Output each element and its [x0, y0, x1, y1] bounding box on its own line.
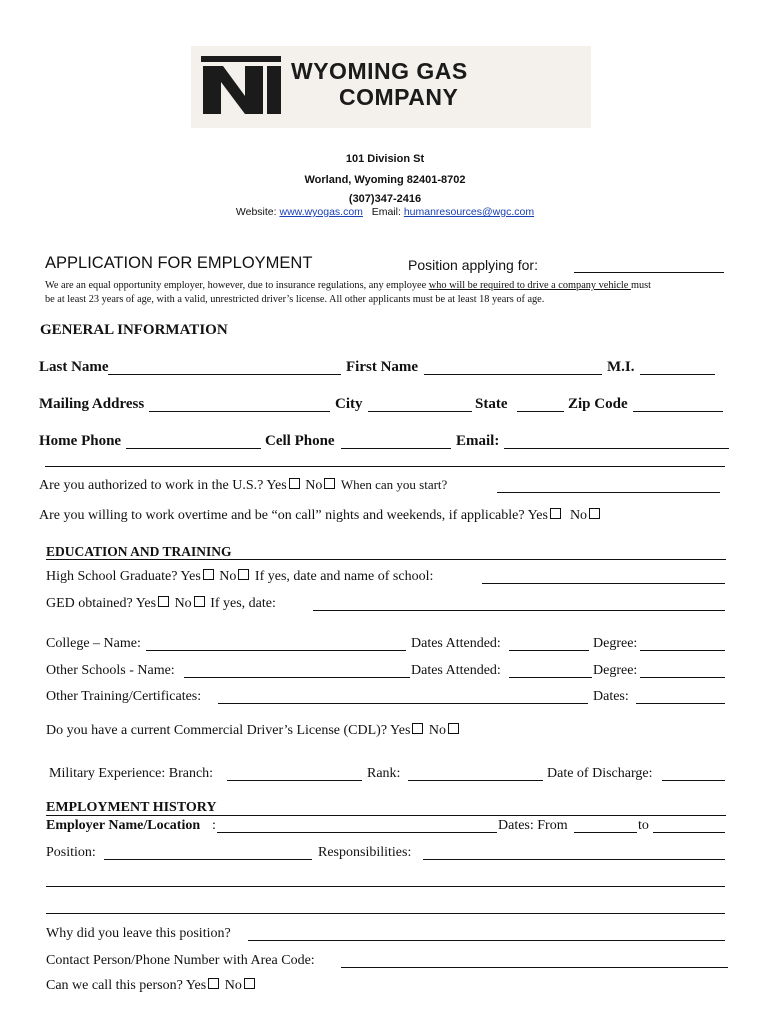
- hs-row: [46, 569, 433, 585]
- hs-question: High School Graduate?: [46, 569, 178, 584]
- position-held-field[interactable]: [104, 859, 312, 860]
- contact-person-label: Contact Person/Phone Number with Area Code:: [46, 953, 315, 968]
- training-dates-field[interactable]: [636, 703, 725, 704]
- overtime-yes-label: Yes: [527, 508, 548, 523]
- employment-heading: EMPLOYMENT HISTORY: [46, 800, 217, 815]
- college-dates-label: Dates Attended:: [411, 636, 501, 651]
- dates-from-field[interactable]: [574, 832, 637, 833]
- company-logo: [191, 46, 591, 128]
- responsibilities-line-3[interactable]: [46, 913, 725, 914]
- when-start-field[interactable]: [497, 492, 720, 493]
- first-name-label: First Name: [346, 359, 419, 375]
- ged-no-checkbox[interactable]: [194, 596, 205, 607]
- can-call-question: Can we call this person?: [46, 978, 183, 993]
- company-address-line1: 101 Division St: [345, 153, 425, 165]
- state-label: State: [475, 396, 508, 412]
- can-call-yes-label: Yes: [185, 978, 207, 993]
- contact-person-field[interactable]: [341, 967, 728, 968]
- authorized-question: Are you authorized to work in the U.S.?: [39, 478, 264, 493]
- ged-question: GED obtained?: [46, 596, 133, 611]
- email-field-label: Email:: [456, 433, 500, 449]
- company-phone: (307)347-2416: [348, 193, 422, 205]
- college-name-field[interactable]: [146, 650, 406, 651]
- military-branch-label: Military Experience: Branch:: [49, 766, 214, 781]
- overtime-yes-checkbox[interactable]: [550, 508, 561, 519]
- when-start-label: When can you start?: [340, 477, 448, 492]
- education-heading: EDUCATION AND TRAINING: [46, 544, 232, 559]
- authorized-no-checkbox[interactable]: [324, 478, 335, 489]
- education-heading-rule: [46, 559, 726, 560]
- state-field[interactable]: [517, 411, 564, 412]
- employer-field[interactable]: [217, 832, 497, 833]
- home-phone-label: Home Phone: [39, 433, 122, 449]
- authorized-yes-checkbox[interactable]: [289, 478, 300, 489]
- position-label: Position applying for:: [408, 257, 538, 273]
- email-label: Email:: [371, 206, 401, 218]
- responsibilities-field[interactable]: [423, 859, 725, 860]
- logo-text-line1: WYOMING GAS: [291, 58, 468, 84]
- cdl-row: [46, 723, 461, 739]
- other-dates-label: Dates Attended:: [411, 663, 501, 678]
- college-degree-field[interactable]: [640, 650, 725, 651]
- overtime-no-label: No: [569, 508, 588, 523]
- dates-to-label: to: [638, 818, 649, 833]
- website-link[interactable]: www.wyogas.com: [279, 206, 363, 218]
- cdl-question: Do you have a current Commercial Driver’s License (CDL)?: [46, 723, 388, 738]
- overtime-question: Are you willing to work overtime and be “on call” nights and weekends, if applicable?: [39, 508, 525, 523]
- ged-row: [46, 596, 276, 612]
- ged-ifyes-label: If yes, date:: [210, 596, 276, 611]
- logo-text-line2: COMPANY: [339, 84, 459, 110]
- discharge-label: Date of Discharge:: [547, 766, 653, 781]
- mi-label: M.I.: [607, 359, 635, 375]
- why-leave-label: Why did you leave this position?: [46, 926, 231, 941]
- website-label: Website:: [235, 206, 277, 218]
- authorized-no-label: No: [305, 478, 323, 493]
- cdl-no-checkbox[interactable]: [448, 723, 459, 734]
- zip-label: Zip Code: [568, 396, 628, 412]
- position-held-label: Position:: [46, 845, 96, 860]
- notice-underlined: who will be required to drive a company vehicle: [428, 280, 631, 291]
- other-training-label: Other Training/Certificates:: [46, 689, 202, 704]
- notice-text: We are an equal opportunity employer, however, due to insurance regulations, any employee: [45, 280, 429, 291]
- hs-no-checkbox[interactable]: [238, 569, 249, 580]
- first-name-field[interactable]: [424, 374, 602, 375]
- contact-line: [0, 206, 770, 218]
- mailing-address-label: Mailing Address: [39, 396, 145, 412]
- discharge-field[interactable]: [662, 780, 725, 781]
- ged-yes-label: Yes: [135, 596, 157, 611]
- other-degree-label: Degree:: [593, 663, 638, 678]
- hs-ifyes-label: If yes, date and name of school:: [254, 569, 434, 584]
- cdl-no-label: No: [428, 723, 447, 738]
- employer-colon: :: [212, 818, 216, 833]
- authorized-yes-label: Yes: [266, 478, 287, 493]
- wgc-logo-icon: [201, 56, 281, 116]
- email-link[interactable]: humanresources@wgc.com: [403, 206, 535, 218]
- cdl-yes-label: Yes: [390, 723, 411, 738]
- ged-no-label: No: [174, 596, 192, 611]
- college-degree-label: Degree:: [593, 636, 638, 651]
- notice-text-end: must: [630, 280, 651, 291]
- college-dates-field[interactable]: [509, 650, 589, 651]
- other-dates-field[interactable]: [509, 677, 592, 678]
- employment-heading-rule: [46, 815, 726, 816]
- last-name-field[interactable]: [108, 374, 341, 375]
- responsibilities-label: Responsibilities:: [318, 845, 412, 860]
- why-leave-field[interactable]: [248, 940, 725, 941]
- last-name-label: Last Name: [39, 359, 109, 375]
- home-phone-field[interactable]: [126, 448, 261, 449]
- hs-yes-checkbox[interactable]: [203, 569, 214, 580]
- other-schools-label: Other Schools - Name:: [46, 663, 175, 678]
- mailing-address-field[interactable]: [149, 411, 330, 412]
- eeo-notice-line2: be at least 23 years of age, with a valid, unrestricted driver’s license. All other applicants must be at least 18 years of age.: [45, 294, 545, 305]
- cdl-yes-checkbox[interactable]: [412, 723, 423, 734]
- hs-school-field[interactable]: [482, 583, 725, 584]
- overtime-row: [39, 508, 602, 524]
- hs-yes-label: Yes: [180, 569, 201, 584]
- overtime-no-checkbox[interactable]: [589, 508, 600, 519]
- responsibilities-line-2[interactable]: [46, 886, 725, 887]
- company-address-line2: Worland, Wyoming 82401-8702: [304, 174, 466, 186]
- rank-label: Rank:: [367, 766, 401, 781]
- hs-no-label: No: [219, 569, 237, 584]
- ged-yes-checkbox[interactable]: [158, 596, 169, 607]
- email-continuation-line[interactable]: [45, 466, 725, 467]
- other-training-field[interactable]: [218, 703, 588, 704]
- can-call-no-checkbox[interactable]: [244, 978, 255, 989]
- city-field[interactable]: [368, 411, 472, 412]
- zip-field[interactable]: [633, 411, 723, 412]
- dates-to-field[interactable]: [653, 832, 725, 833]
- rank-field[interactable]: [408, 780, 543, 781]
- can-call-yes-checkbox[interactable]: [208, 978, 219, 989]
- cell-phone-field[interactable]: [341, 448, 451, 449]
- can-call-no-label: No: [224, 978, 242, 993]
- training-dates-label: Dates:: [593, 689, 629, 704]
- general-info-heading: GENERAL INFORMATION: [40, 322, 228, 338]
- email-field[interactable]: [504, 448, 729, 449]
- city-label: City: [335, 396, 363, 412]
- ged-date-field[interactable]: [313, 610, 725, 611]
- form-title: APPLICATION FOR EMPLOYMENT: [45, 254, 313, 272]
- mi-field[interactable]: [640, 374, 715, 375]
- employer-label: Employer Name/Location: [46, 818, 201, 833]
- authorized-row: [39, 477, 447, 494]
- dates-from-label: Dates: From: [498, 818, 568, 833]
- position-field[interactable]: [574, 272, 724, 273]
- cell-phone-label: Cell Phone: [265, 433, 335, 449]
- other-degree-field[interactable]: [640, 677, 725, 678]
- military-branch-field[interactable]: [227, 780, 362, 781]
- eeo-notice-line1: [45, 280, 651, 291]
- college-label: College – Name:: [46, 636, 141, 651]
- can-call-row: [46, 978, 257, 994]
- other-schools-field[interactable]: [184, 677, 410, 678]
